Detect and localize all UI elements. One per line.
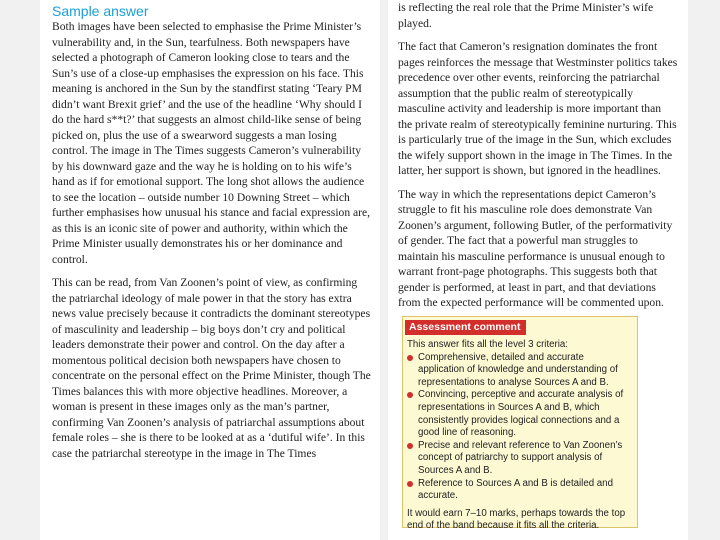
paragraph: The way in which the representations depict Cameron’s struggle to fit his masculine role does demonstrate Van Zoonen’s argument, following Butler, of the performativity of gender. The fact that a powerful man struggles to maintain his masculine performance is unusual enough to warrant front-page photographs. This suggests both that gender is performed, at least in part, and that deviations from the expected performance will be commented upon. [398, 187, 673, 309]
bullet-icon [407, 443, 413, 449]
criterion-text: Comprehensive, detailed and accurate application of knowledge and understanding of representations to analyse Sources A and B. [418, 351, 618, 388]
criterion-text: Precise and relevant reference to Van Zoonen’s concept of patriarchy to support analysis of Sources A and B. [418, 439, 623, 476]
bullet-icon [407, 392, 413, 398]
bullet-icon [407, 481, 413, 487]
criterion-text: Reference to Sources A and B is detailed and accurate. [418, 477, 613, 502]
bullet-icon [407, 355, 413, 361]
list-item [407, 352, 631, 390]
assessment-intro: This answer fits all the level 3 criteria: [407, 339, 568, 350]
paragraph: Both images have been selected to emphasise the Prime Minister’s vulnerability and, in the Sun, tearfulness. Both newspapers have selected a photograph of Cameron looking close to tears and the Sun’s use of a close-up emphasises the expression on his face. This meaning is anchored in the Sun by the standfirst stating ‘Teary PM didn’t want Brexit grief’ and the use of the headline ‘Why should I do the hard s**t?’ that suggests an almost child-like sense of being picked on, plus the use of a swearword suggests a man losing control. The image in The Times suggests Cameron’s vulnerability by his downward gaze and the way he is holding on to his wife’s hand as if for emotional support. The long shot allows the audience to see the location – outside number 10 Downing Street – which further emphasises how unusual his stance and facial expression are, as this is an iconic site of power and authority, within which the Prime Minister usually demonstrates his or her dominance and control. [52, 20, 371, 266]
paragraph: The fact that Cameron’s resignation dominates the front pages reinforces the message that Westminster politics takes precedence over other events, reinforcing the patriarchal assumption that the public realm of stereotypically masculine activity and leadership is more important than the private realm of stereotypically feminine nurturing. This is particularly true of the image in the Sun, which excludes the wifely support shown in the image in The Times. In the latter, her support is shown, but ignored in the headlines. [398, 40, 678, 177]
left-column [40, 0, 380, 540]
left-body [52, 19, 372, 461]
section-heading: Sample answer [52, 3, 149, 19]
assessment-closing: It would earn 7–10 marks, perhaps towards the top end of the band because it fits all the criteria. [407, 507, 626, 532]
list-item [407, 389, 631, 439]
assessment-comment-box [402, 316, 638, 532]
assessment-header: Assessment comment [405, 320, 526, 335]
list-item [407, 440, 631, 478]
right-body [398, 0, 678, 311]
criteria-list [407, 352, 631, 503]
criterion-text: Convincing, perceptive and accurate analysis of representations in Sources A and B, which consistently provides logical connections and a good line of reasoning. [418, 389, 624, 439]
list-item [407, 478, 631, 503]
paragraph: is reflecting the real role that the Prime Minister’s wife played. [398, 1, 654, 30]
right-column [388, 0, 688, 540]
paragraph: This can be read, from Van Zoonen’s point of view, as confirming the patriarchal ideology of male power in that the story has extra news value precisely because it contradicts the dominant stereotypes of masculinity and leadership – big boys don’t cry and political leaders demonstrate their power and control. On the day after a momentous political decision both newspapers have chosen to concentrate on the personal effect on the Prime Minister, though The Times balances this with more objective headlines. Moreover, a woman is present in these images only as the man’s partner, confirming Van Zoonen’s analysis of patriarchal assumptions about female roles – she is there to be looked at as a ‘dutiful wife’. In this case the patriarchal stereotype in the image in The Times [52, 276, 371, 460]
assessment-body [403, 335, 637, 533]
